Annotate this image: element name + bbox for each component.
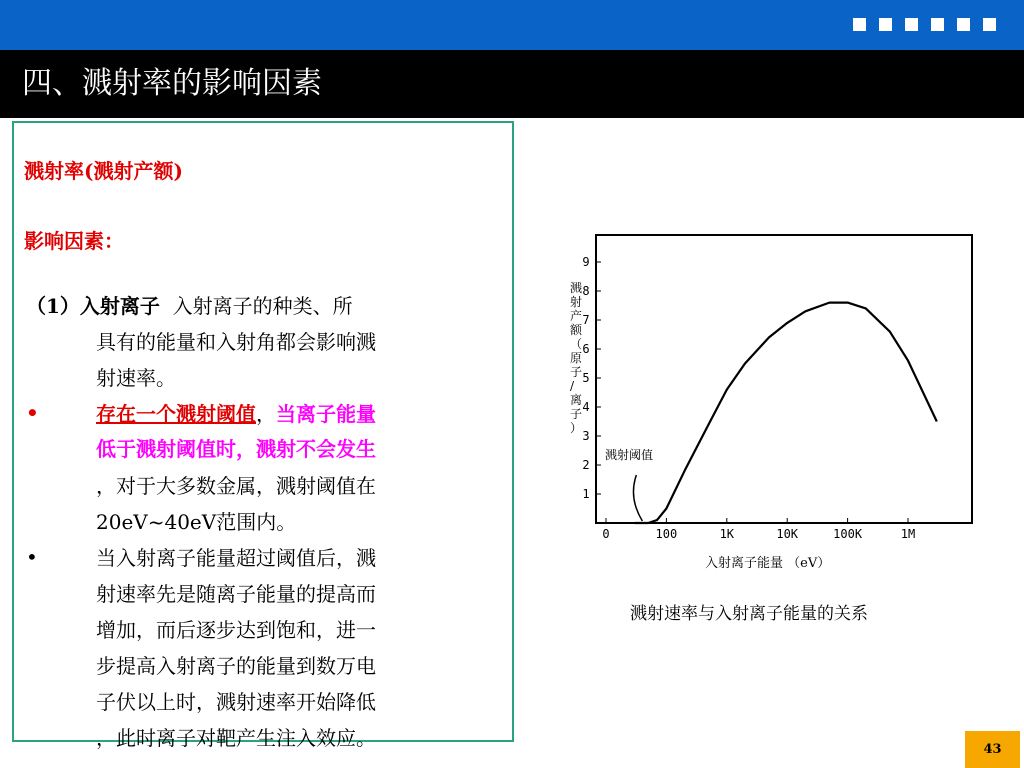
item1-bold: 入射离子 [79, 294, 160, 318]
y-axis-label: 溅射产额（原子/离子） [570, 281, 583, 435]
square-icon [983, 18, 996, 31]
bullet1-magenta-1: 当离子能量 [276, 402, 376, 426]
bullet1-line3: ，对于大多数金属，溅射阈值在 [96, 474, 376, 498]
x-tick-label: 1M [900, 527, 916, 541]
bullet1-line1 [96, 399, 376, 429]
item1-line2: 具有的能量和入射角都会影响溅 [96, 330, 376, 354]
bullet2-line6: ，此时离子对靶产生注入效应。 [96, 726, 376, 750]
x-axis-label: 入射离子能量 （eV） [705, 556, 831, 571]
x-tick-label: 0 [602, 527, 610, 541]
square-icon [879, 18, 892, 31]
x-tick-label: 100 [655, 527, 678, 541]
threshold-pointer [633, 475, 642, 521]
title-bar [0, 50, 1024, 118]
bullet1-line2: 低于溅射阈值时，溅射不会发生 [96, 437, 376, 461]
bullet2-line4: 步提高入射离子的能量到数万电 [96, 654, 376, 678]
square-icon [905, 18, 918, 31]
yield-curve [635, 303, 937, 523]
item1-line3: 射速率。 [96, 366, 176, 390]
content-textbox [12, 121, 514, 750]
item1-number: （1） [26, 294, 80, 318]
x-tick-label: 1K [719, 527, 735, 541]
square-icon [931, 18, 944, 31]
item1-text: 入射离子的种类、所 [172, 294, 353, 318]
y-tick-label: 6 [582, 342, 590, 356]
bullet2-line2: 射速率先是随离子能量的提高而 [96, 582, 376, 606]
bullet2-line5: 子伏以上时，溅射速率开始降低 [96, 690, 376, 714]
chart-caption: 溅射速率与入射离子能量的关系 [630, 604, 868, 624]
item1-line1 [26, 291, 353, 321]
bullet2-line3: 增加，而后逐步达到饱和，进一 [96, 618, 376, 642]
x-tick-label: 100K [833, 527, 863, 541]
square-icon [957, 18, 970, 31]
decorative-squares [853, 18, 996, 31]
bullet1-line4: 20eV~40eV范围内。 [96, 510, 297, 534]
y-tick-label: 9 [582, 255, 590, 269]
bullet1-marker: • [26, 401, 39, 425]
y-tick-label: 7 [582, 313, 590, 327]
sputter-yield-chart [560, 232, 980, 572]
slide-title: 四、溅射率的影响因素 [22, 66, 322, 101]
bullet2-line1: 当入射离子能量超过阈值后，溅 [96, 546, 376, 570]
x-tick-label: 10K [776, 527, 799, 541]
heading-sputter-yield: 溅射率(溅射产额) [24, 159, 183, 183]
heading-factors: 影响因素： [24, 229, 124, 253]
y-tick-label: 1 [582, 487, 590, 501]
bullet2-marker: • [26, 545, 38, 569]
page-number: 43 [965, 731, 1020, 768]
square-icon [853, 18, 866, 31]
threshold-annotation: 溅射阈值 [605, 448, 654, 463]
y-tick-label: 5 [582, 371, 590, 385]
bullet1-comma: ， [256, 402, 276, 426]
top-bar [0, 0, 1024, 50]
threshold-underlined: 存在一个溅射阈值 [96, 402, 256, 426]
y-tick-label: 2 [582, 458, 590, 472]
y-tick-label: 3 [582, 429, 590, 443]
y-tick-label: 8 [582, 284, 590, 298]
y-tick-label: 4 [582, 400, 590, 414]
